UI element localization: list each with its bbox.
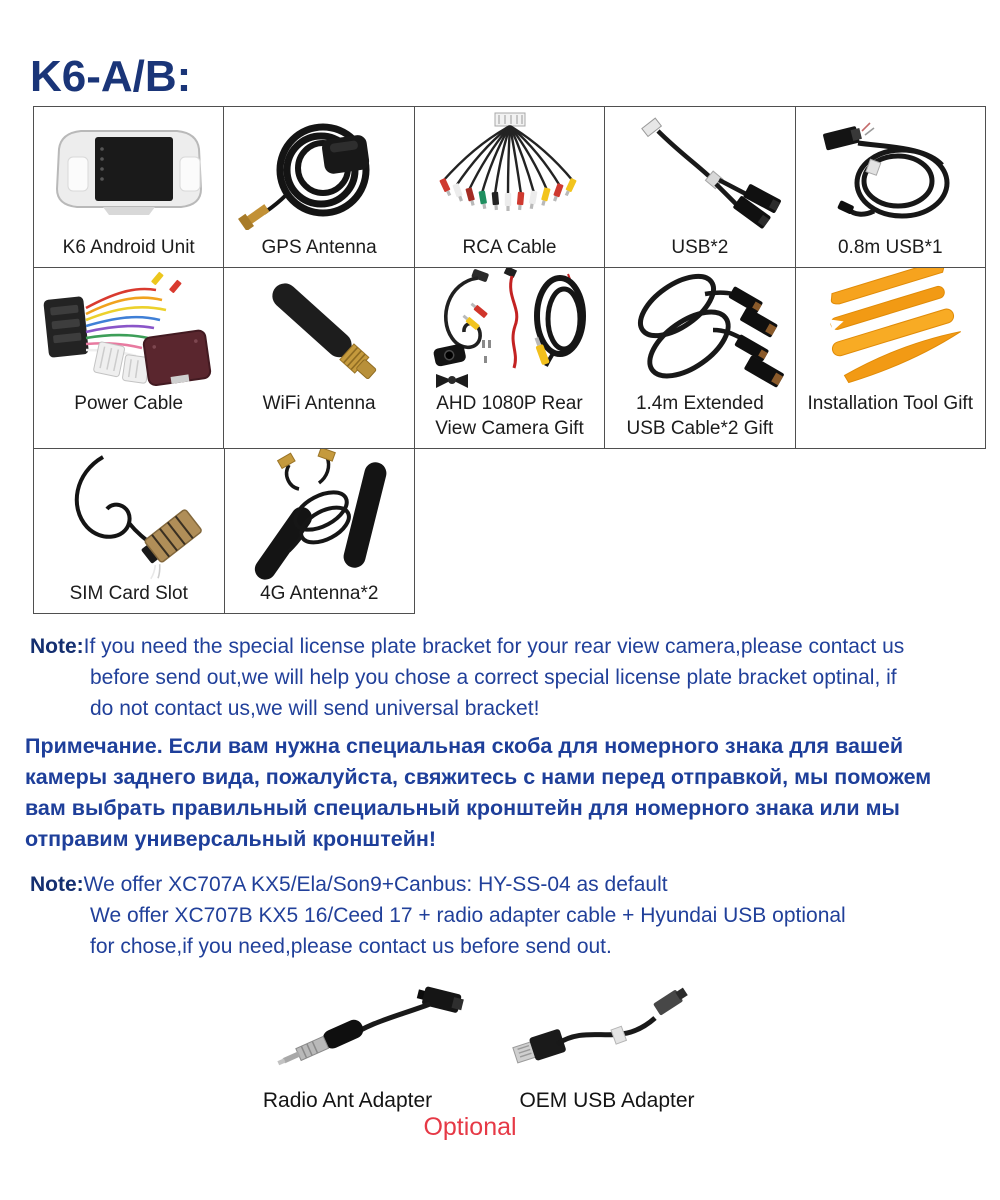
usb-splitter-image bbox=[612, 109, 788, 233]
product-label: 1.4m Extended USB Cable*2 Gift bbox=[626, 393, 774, 439]
android-head-unit-image bbox=[41, 115, 217, 227]
grid-cell-08m-usb bbox=[796, 107, 986, 268]
note-english-bracket bbox=[30, 631, 904, 724]
product-label: 0.8m USB*1 bbox=[837, 237, 943, 258]
rear-view-camera-image bbox=[418, 268, 600, 391]
optional-item-label: Radio Ant Adapter bbox=[262, 1089, 433, 1112]
grid-cell-gps-antenna bbox=[224, 107, 414, 268]
sim-card-slot-image bbox=[41, 449, 217, 581]
product-label: RCA Cable bbox=[462, 237, 557, 258]
note-line: камеры заднего вида, пожалуйста, свяжитесь с нами перед отправкой, мы поможем bbox=[25, 765, 932, 789]
usb-cable-image bbox=[802, 109, 978, 233]
note-line: Note:We offer XC707A KX5/Ela/Son9+Canbus: HY-SS-04 as default bbox=[30, 873, 668, 896]
radio-ant-adapter-image bbox=[268, 974, 478, 1079]
grid-cell-rca-cable bbox=[415, 107, 605, 268]
grid-cell-sim-card-slot bbox=[34, 449, 225, 614]
wifi-antenna-image bbox=[231, 268, 407, 391]
note-prefix: Note: bbox=[30, 873, 84, 896]
gps-antenna-image bbox=[231, 112, 407, 230]
product-label: AHD 1080P Rear View Camera Gift bbox=[435, 393, 584, 439]
grid-cell-4g-antenna bbox=[225, 449, 416, 614]
note-line: отправим универсальный кронштейн! bbox=[25, 827, 437, 851]
accessories-grid bbox=[33, 106, 986, 614]
page-title: K6-A/B: bbox=[30, 52, 192, 101]
grid-cell-usb-2 bbox=[605, 107, 795, 268]
product-label: K6 Android Unit bbox=[62, 237, 195, 258]
grid-cell-power-cable bbox=[34, 268, 224, 449]
grid-cell-extended-usb bbox=[605, 268, 795, 449]
product-label: SIM Card Slot bbox=[69, 583, 188, 604]
grid-cell-k6-android-unit bbox=[34, 107, 224, 268]
product-label: GPS Antenna bbox=[261, 237, 377, 258]
installation-tools-image bbox=[802, 268, 978, 391]
grid-cell-wifi-antenna bbox=[224, 268, 414, 449]
product-label: 4G Antenna*2 bbox=[260, 583, 379, 604]
grid-row-2 bbox=[34, 268, 986, 449]
product-label: Power Cable bbox=[74, 393, 184, 414]
power-cable-image bbox=[38, 268, 220, 391]
note-canbus-options bbox=[30, 869, 846, 962]
note-line: for chose,if you need,please contact us before send out. bbox=[90, 935, 612, 958]
oem-usb-adapter-image bbox=[503, 986, 718, 1076]
note-line: do not contact us,we will send universal bracket! bbox=[90, 697, 540, 720]
extended-usb-cables-image bbox=[609, 268, 791, 391]
product-label: Installation Tool Gift bbox=[807, 393, 973, 414]
note-russian-bracket bbox=[25, 731, 975, 855]
rca-cable-image bbox=[421, 109, 597, 233]
note-line: Note:If you need the special license plate bracket for your rear view camera,please contact us bbox=[30, 635, 905, 658]
4g-antenna-image bbox=[231, 449, 407, 581]
note-line: before send out,we will help you chose a correct special license plate bracket optinal, if bbox=[90, 666, 897, 689]
optional-heading: Optional bbox=[423, 1113, 517, 1141]
note-prefix: Note: bbox=[30, 635, 84, 658]
note-line: Примечание. Если вам нужна специальная скоба для номерного знака для вашей bbox=[25, 734, 904, 758]
grid-row-1 bbox=[34, 107, 986, 268]
product-label: USB*2 bbox=[671, 237, 729, 258]
optional-item-label: OEM USB Adapter bbox=[519, 1089, 695, 1112]
grid-cell-rear-camera bbox=[415, 268, 605, 449]
note-line: We offer XC707B KX5 16/Ceed 17 + radio adapter cable + Hyundai USB optional bbox=[90, 904, 846, 927]
product-label: WiFi Antenna bbox=[262, 393, 376, 414]
note-line: вам выбрать правильный специальный кронштейн для номерного знака или мы bbox=[25, 796, 900, 820]
grid-cell-installation-tools bbox=[796, 268, 986, 449]
grid-row-3 bbox=[34, 449, 415, 614]
